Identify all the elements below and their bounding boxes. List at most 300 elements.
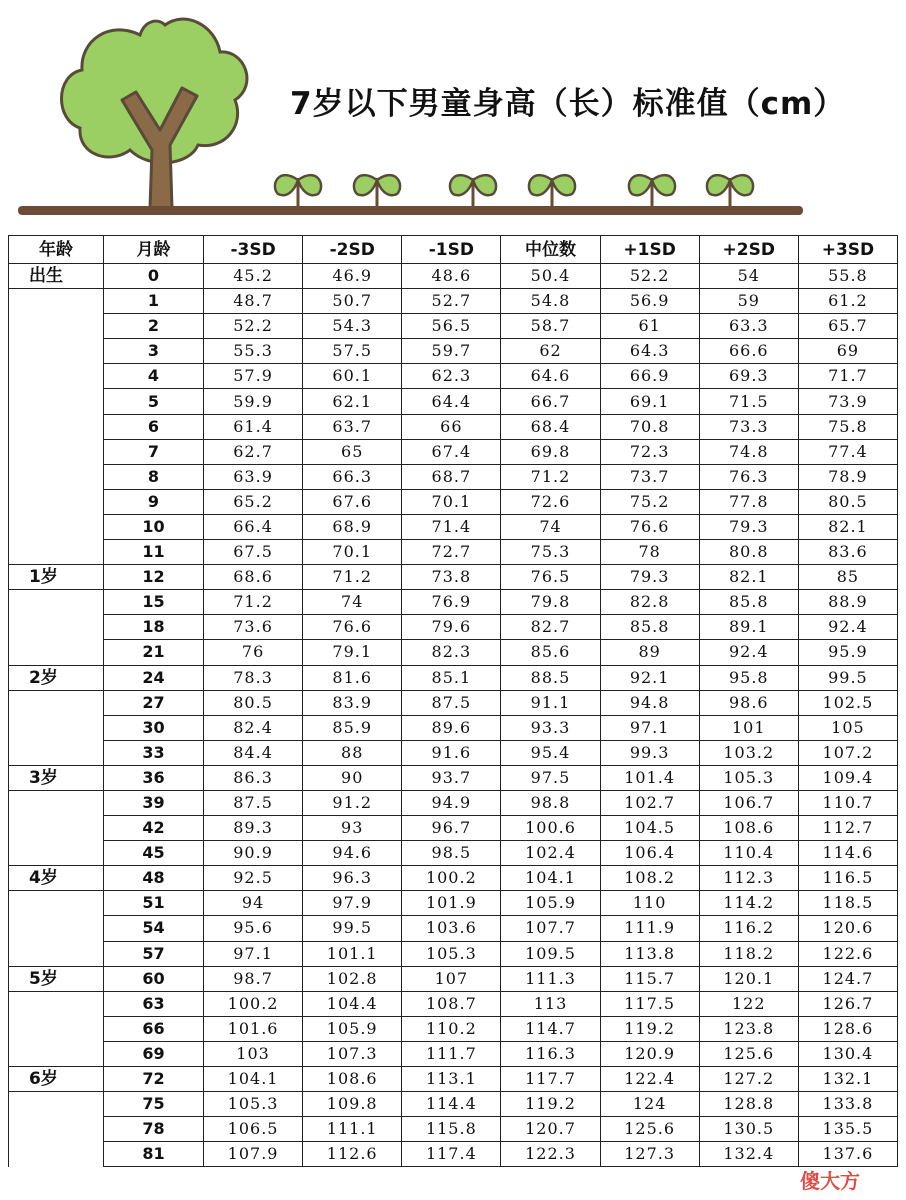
- value-cell: 116.5: [798, 866, 897, 891]
- value-cell: 48.6: [402, 264, 501, 289]
- value-cell: 130.4: [798, 1041, 897, 1066]
- value-cell: 83.6: [798, 540, 897, 565]
- value-cell: 111.9: [600, 916, 699, 941]
- table-row: [9, 891, 898, 916]
- value-cell: 79.3: [600, 565, 699, 590]
- age-cell: 1岁: [9, 565, 104, 590]
- month-cell: 21: [104, 640, 204, 665]
- header-illustration: [0, 0, 906, 230]
- age-cell: [9, 916, 104, 941]
- month-cell: 54: [104, 916, 204, 941]
- value-cell: 59.7: [402, 339, 501, 364]
- value-cell: 45.2: [204, 264, 303, 289]
- value-cell: 114.7: [501, 1016, 600, 1041]
- value-cell: 104.1: [501, 866, 600, 891]
- value-cell: 117.7: [501, 1067, 600, 1092]
- month-cell: 45: [104, 841, 204, 866]
- value-cell: 82.7: [501, 615, 600, 640]
- value-cell: 100.2: [402, 866, 501, 891]
- value-cell: 95.4: [501, 740, 600, 765]
- value-cell: 113.1: [402, 1067, 501, 1092]
- value-cell: 66: [402, 414, 501, 439]
- value-cell: 119.2: [501, 1092, 600, 1117]
- value-cell: 64.6: [501, 364, 600, 389]
- value-cell: 76.6: [600, 514, 699, 539]
- value-cell: 72.7: [402, 540, 501, 565]
- value-cell: 92.4: [798, 615, 897, 640]
- page-title: 7岁以下男童身高（长）标准值（cm）: [290, 86, 846, 122]
- value-cell: 82.1: [699, 565, 798, 590]
- value-cell: 122.4: [600, 1067, 699, 1092]
- value-cell: 110: [600, 891, 699, 916]
- table-row: [9, 1092, 898, 1117]
- month-cell: 33: [104, 740, 204, 765]
- value-cell: 89.6: [402, 715, 501, 740]
- value-cell: 85.1: [402, 665, 501, 690]
- month-cell: 10: [104, 514, 204, 539]
- value-cell: 57.9: [204, 364, 303, 389]
- age-cell: [9, 1142, 104, 1167]
- value-cell: 76.6: [303, 615, 402, 640]
- month-cell: 57: [104, 941, 204, 966]
- sprout-icon: [275, 175, 321, 206]
- watermark-char1: 傻: [800, 1169, 820, 1193]
- height-standard-table: [8, 235, 898, 1167]
- table-row: [9, 514, 898, 539]
- month-cell: 3: [104, 339, 204, 364]
- month-cell: 15: [104, 590, 204, 615]
- column-header: -3SD: [204, 236, 303, 264]
- month-cell: 69: [104, 1041, 204, 1066]
- value-cell: 54.8: [501, 289, 600, 314]
- value-cell: 133.8: [798, 1092, 897, 1117]
- value-cell: 102.7: [600, 790, 699, 815]
- table-row: [9, 665, 898, 690]
- value-cell: 72.3: [600, 439, 699, 464]
- value-cell: 126.7: [798, 991, 897, 1016]
- table-row: [9, 289, 898, 314]
- table-row: [9, 765, 898, 790]
- month-cell: 36: [104, 765, 204, 790]
- value-cell: 98.6: [699, 690, 798, 715]
- value-cell: 125.6: [699, 1041, 798, 1066]
- column-header: 年龄: [9, 236, 104, 264]
- value-cell: 73.8: [402, 565, 501, 590]
- value-cell: 93: [303, 816, 402, 841]
- value-cell: 107.3: [303, 1041, 402, 1066]
- value-cell: 81.6: [303, 665, 402, 690]
- value-cell: 65.2: [204, 489, 303, 514]
- value-cell: 77.8: [699, 489, 798, 514]
- value-cell: 89.3: [204, 816, 303, 841]
- age-cell: [9, 1041, 104, 1066]
- value-cell: 56.9: [600, 289, 699, 314]
- age-cell: 6岁: [9, 1067, 104, 1092]
- age-cell: [9, 464, 104, 489]
- value-cell: 68.4: [501, 414, 600, 439]
- value-cell: 67.4: [402, 439, 501, 464]
- table-row: [9, 866, 898, 891]
- value-cell: 69.1: [600, 389, 699, 414]
- value-cell: 89.1: [699, 615, 798, 640]
- value-cell: 85.8: [600, 615, 699, 640]
- sprout-icon: [629, 175, 675, 206]
- column-header: +3SD: [798, 236, 897, 264]
- table-row: [9, 1067, 898, 1092]
- value-cell: 76.5: [501, 565, 600, 590]
- value-cell: 105.3: [204, 1092, 303, 1117]
- value-cell: 123.8: [699, 1016, 798, 1041]
- value-cell: 70.8: [600, 414, 699, 439]
- age-cell: 3岁: [9, 765, 104, 790]
- value-cell: 61.4: [204, 414, 303, 439]
- value-cell: 88.5: [501, 665, 600, 690]
- value-cell: 114.6: [798, 841, 897, 866]
- table-row: [9, 916, 898, 941]
- value-cell: 50.4: [501, 264, 600, 289]
- month-cell: 9: [104, 489, 204, 514]
- age-cell: [9, 314, 104, 339]
- age-cell: 5岁: [9, 966, 104, 991]
- value-cell: 73.7: [600, 464, 699, 489]
- age-cell: [9, 1092, 104, 1117]
- value-cell: 110.4: [699, 841, 798, 866]
- table-row: [9, 464, 898, 489]
- table-row: [9, 439, 898, 464]
- value-cell: 97.1: [204, 941, 303, 966]
- value-cell: 135.5: [798, 1117, 897, 1142]
- month-cell: 18: [104, 615, 204, 640]
- table-row: [9, 540, 898, 565]
- age-cell: [9, 590, 104, 615]
- value-cell: 120.7: [501, 1117, 600, 1142]
- table-row: [9, 615, 898, 640]
- table-header-row: [9, 236, 898, 264]
- value-cell: 115.8: [402, 1117, 501, 1142]
- value-cell: 105.3: [402, 941, 501, 966]
- month-cell: 1: [104, 289, 204, 314]
- value-cell: 55.8: [798, 264, 897, 289]
- value-cell: 101.6: [204, 1016, 303, 1041]
- value-cell: 89: [600, 640, 699, 665]
- table-row: [9, 715, 898, 740]
- value-cell: 95.8: [699, 665, 798, 690]
- table-row: [9, 740, 898, 765]
- month-cell: 81: [104, 1142, 204, 1167]
- value-cell: 83.9: [303, 690, 402, 715]
- value-cell: 92.4: [699, 640, 798, 665]
- value-cell: 63.3: [699, 314, 798, 339]
- sprout-icon: [707, 175, 753, 206]
- table-row: [9, 414, 898, 439]
- value-cell: 122: [699, 991, 798, 1016]
- value-cell: 52.2: [600, 264, 699, 289]
- value-cell: 73.6: [204, 615, 303, 640]
- value-cell: 118.5: [798, 891, 897, 916]
- value-cell: 90.9: [204, 841, 303, 866]
- watermark-char2: 大方: [820, 1169, 860, 1193]
- value-cell: 78: [600, 540, 699, 565]
- value-cell: 66.6: [699, 339, 798, 364]
- value-cell: 116.2: [699, 916, 798, 941]
- value-cell: 92.1: [600, 665, 699, 690]
- value-cell: 106.5: [204, 1117, 303, 1142]
- month-cell: 63: [104, 991, 204, 1016]
- month-cell: 51: [104, 891, 204, 916]
- value-cell: 80.8: [699, 540, 798, 565]
- table-row: [9, 1041, 898, 1066]
- value-cell: 132.1: [798, 1067, 897, 1092]
- ground-line: [18, 206, 803, 215]
- value-cell: 107.2: [798, 740, 897, 765]
- table-row: [9, 314, 898, 339]
- value-cell: 117.4: [402, 1142, 501, 1167]
- value-cell: 78.9: [798, 464, 897, 489]
- value-cell: 65.7: [798, 314, 897, 339]
- value-cell: 102.5: [798, 690, 897, 715]
- value-cell: 63.9: [204, 464, 303, 489]
- value-cell: 79.3: [699, 514, 798, 539]
- value-cell: 91.6: [402, 740, 501, 765]
- month-cell: 27: [104, 690, 204, 715]
- age-cell: [9, 1117, 104, 1142]
- value-cell: 99.5: [303, 916, 402, 941]
- table-row: [9, 966, 898, 991]
- value-cell: 65: [303, 439, 402, 464]
- month-cell: 60: [104, 966, 204, 991]
- value-cell: 109.5: [501, 941, 600, 966]
- value-cell: 107: [402, 966, 501, 991]
- value-cell: 48.7: [204, 289, 303, 314]
- value-cell: 76.3: [699, 464, 798, 489]
- age-cell: [9, 740, 104, 765]
- value-cell: 84.4: [204, 740, 303, 765]
- value-cell: 113.8: [600, 941, 699, 966]
- table-row: [9, 816, 898, 841]
- value-cell: 105: [798, 715, 897, 740]
- value-cell: 79.8: [501, 590, 600, 615]
- table-row: [9, 389, 898, 414]
- value-cell: 79.1: [303, 640, 402, 665]
- table-row: [9, 1142, 898, 1167]
- value-cell: 55.3: [204, 339, 303, 364]
- age-cell: [9, 1016, 104, 1041]
- month-cell: 4: [104, 364, 204, 389]
- month-cell: 0: [104, 264, 204, 289]
- column-header: +1SD: [600, 236, 699, 264]
- value-cell: 102.4: [501, 841, 600, 866]
- value-cell: 74: [501, 514, 600, 539]
- age-cell: [9, 439, 104, 464]
- column-header: -1SD: [402, 236, 501, 264]
- value-cell: 69.3: [699, 364, 798, 389]
- table-row: [9, 489, 898, 514]
- value-cell: 67.5: [204, 540, 303, 565]
- value-cell: 82.4: [204, 715, 303, 740]
- watermark: [800, 1165, 860, 1194]
- age-cell: [9, 339, 104, 364]
- value-cell: 110.7: [798, 790, 897, 815]
- age-cell: 出生: [9, 264, 104, 289]
- value-cell: 94: [204, 891, 303, 916]
- value-cell: 66.4: [204, 514, 303, 539]
- value-cell: 102.8: [303, 966, 402, 991]
- value-cell: 61: [600, 314, 699, 339]
- value-cell: 79.6: [402, 615, 501, 640]
- value-cell: 56.5: [402, 314, 501, 339]
- age-cell: [9, 816, 104, 841]
- value-cell: 116.3: [501, 1041, 600, 1066]
- value-cell: 98.7: [204, 966, 303, 991]
- value-cell: 110.2: [402, 1016, 501, 1041]
- value-cell: 50.7: [303, 289, 402, 314]
- value-cell: 70.1: [402, 489, 501, 514]
- month-cell: 48: [104, 866, 204, 891]
- value-cell: 75.8: [798, 414, 897, 439]
- value-cell: 112.6: [303, 1142, 402, 1167]
- value-cell: 92.5: [204, 866, 303, 891]
- value-cell: 54: [699, 264, 798, 289]
- value-cell: 64.3: [600, 339, 699, 364]
- age-cell: [9, 891, 104, 916]
- value-cell: 87.5: [402, 690, 501, 715]
- table-body: [9, 264, 898, 1167]
- value-cell: 108.7: [402, 991, 501, 1016]
- value-cell: 46.9: [303, 264, 402, 289]
- month-cell: 7: [104, 439, 204, 464]
- value-cell: 101: [699, 715, 798, 740]
- value-cell: 103: [204, 1041, 303, 1066]
- value-cell: 120.9: [600, 1041, 699, 1066]
- value-cell: 57.5: [303, 339, 402, 364]
- column-header: 中位数: [501, 236, 600, 264]
- month-cell: 5: [104, 389, 204, 414]
- value-cell: 96.3: [303, 866, 402, 891]
- value-cell: 99.5: [798, 665, 897, 690]
- value-cell: 118.2: [699, 941, 798, 966]
- value-cell: 95.9: [798, 640, 897, 665]
- value-cell: 101.4: [600, 765, 699, 790]
- value-cell: 86.3: [204, 765, 303, 790]
- month-cell: 66: [104, 1016, 204, 1041]
- value-cell: 100.2: [204, 991, 303, 1016]
- age-cell: [9, 364, 104, 389]
- month-cell: 30: [104, 715, 204, 740]
- table-row: [9, 790, 898, 815]
- value-cell: 112.3: [699, 866, 798, 891]
- value-cell: 74.8: [699, 439, 798, 464]
- value-cell: 66.7: [501, 389, 600, 414]
- value-cell: 94.8: [600, 690, 699, 715]
- value-cell: 104.4: [303, 991, 402, 1016]
- table-row: [9, 1016, 898, 1041]
- age-cell: [9, 540, 104, 565]
- table-row: [9, 364, 898, 389]
- age-cell: [9, 841, 104, 866]
- value-cell: 73.3: [699, 414, 798, 439]
- value-cell: 100.6: [501, 816, 600, 841]
- value-cell: 60.1: [303, 364, 402, 389]
- value-cell: 95.6: [204, 916, 303, 941]
- value-cell: 64.4: [402, 389, 501, 414]
- age-cell: [9, 640, 104, 665]
- age-cell: [9, 414, 104, 439]
- value-cell: 107.9: [204, 1142, 303, 1167]
- value-cell: 72.6: [501, 489, 600, 514]
- value-cell: 128.8: [699, 1092, 798, 1117]
- value-cell: 68.6: [204, 565, 303, 590]
- month-cell: 8: [104, 464, 204, 489]
- value-cell: 71.5: [699, 389, 798, 414]
- value-cell: 66.9: [600, 364, 699, 389]
- month-cell: 2: [104, 314, 204, 339]
- value-cell: 97.1: [600, 715, 699, 740]
- value-cell: 67.6: [303, 489, 402, 514]
- table-row: [9, 841, 898, 866]
- value-cell: 80.5: [798, 489, 897, 514]
- value-cell: 71.4: [402, 514, 501, 539]
- value-cell: 105.9: [501, 891, 600, 916]
- value-cell: 104.1: [204, 1067, 303, 1092]
- value-cell: 96.7: [402, 816, 501, 841]
- value-cell: 114.2: [699, 891, 798, 916]
- value-cell: 87.5: [204, 790, 303, 815]
- value-cell: 54.3: [303, 314, 402, 339]
- table-row: [9, 264, 898, 289]
- value-cell: 111.1: [303, 1117, 402, 1142]
- tree-icon: [61, 19, 246, 208]
- table-row: [9, 565, 898, 590]
- age-cell: [9, 514, 104, 539]
- value-cell: 101.1: [303, 941, 402, 966]
- table-row: [9, 1117, 898, 1142]
- value-cell: 98.8: [501, 790, 600, 815]
- value-cell: 125.6: [600, 1117, 699, 1142]
- value-cell: 97.9: [303, 891, 402, 916]
- value-cell: 109.4: [798, 765, 897, 790]
- month-cell: 42: [104, 816, 204, 841]
- value-cell: 114.4: [402, 1092, 501, 1117]
- value-cell: 69.8: [501, 439, 600, 464]
- value-cell: 112.7: [798, 816, 897, 841]
- value-cell: 62.3: [402, 364, 501, 389]
- value-cell: 98.5: [402, 841, 501, 866]
- column-header: +2SD: [699, 236, 798, 264]
- age-cell: [9, 941, 104, 966]
- value-cell: 132.4: [699, 1142, 798, 1167]
- table-row: [9, 991, 898, 1016]
- value-cell: 76.9: [402, 590, 501, 615]
- value-cell: 103.6: [402, 916, 501, 941]
- value-cell: 62: [501, 339, 600, 364]
- value-cell: 130.5: [699, 1117, 798, 1142]
- value-cell: 108.2: [600, 866, 699, 891]
- value-cell: 122.3: [501, 1142, 600, 1167]
- month-cell: 75: [104, 1092, 204, 1117]
- age-cell: [9, 289, 104, 314]
- value-cell: 70.1: [303, 540, 402, 565]
- value-cell: 94.6: [303, 841, 402, 866]
- value-cell: 117.5: [600, 991, 699, 1016]
- height-table-container: [8, 235, 898, 1167]
- value-cell: 128.6: [798, 1016, 897, 1041]
- value-cell: 108.6: [699, 816, 798, 841]
- value-cell: 91.2: [303, 790, 402, 815]
- value-cell: 61.2: [798, 289, 897, 314]
- value-cell: 85.8: [699, 590, 798, 615]
- value-cell: 111.7: [402, 1041, 501, 1066]
- month-cell: 11: [104, 540, 204, 565]
